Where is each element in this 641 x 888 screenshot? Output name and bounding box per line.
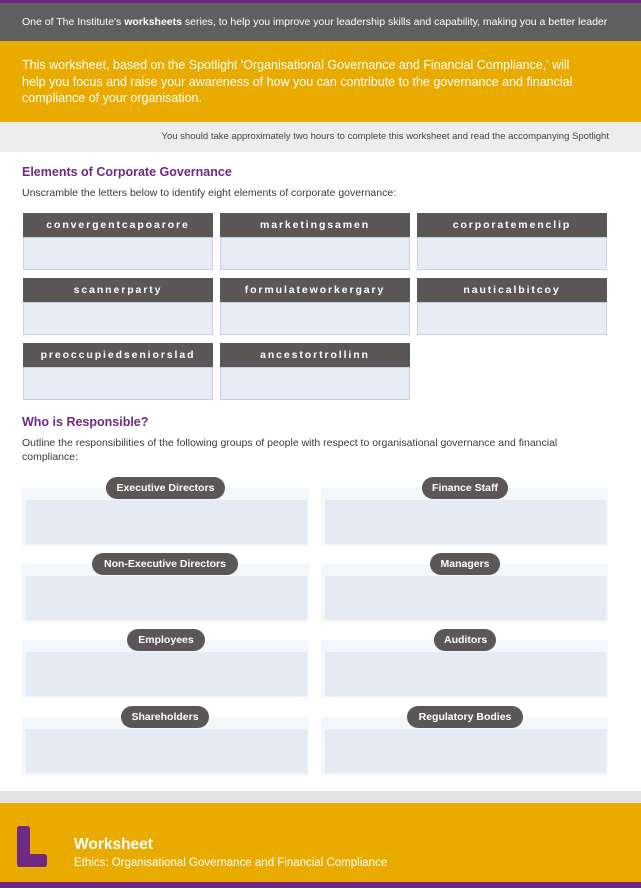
response-area[interactable] bbox=[26, 652, 307, 696]
response-area[interactable] bbox=[26, 500, 307, 544]
bottom-accent-stripe bbox=[0, 882, 641, 888]
answer-box[interactable] bbox=[23, 367, 213, 400]
scrambled-word: corporatemenclip bbox=[417, 213, 607, 237]
group-label: Regulatory Bodies bbox=[407, 706, 523, 728]
series-text-bold: worksheets bbox=[124, 16, 182, 28]
response-area[interactable] bbox=[325, 576, 606, 620]
series-text-pre: One of The Institute's bbox=[22, 16, 125, 28]
time-note: You should take approximately two hours to complete this worksheet and read the accompanying Spotlight bbox=[161, 131, 609, 142]
answer-box[interactable] bbox=[220, 302, 410, 335]
series-text-post: series, to help you improve your leadership skills and capability, making you a better leader bbox=[181, 16, 608, 28]
answer-box[interactable] bbox=[417, 237, 607, 270]
footer-banner bbox=[0, 803, 641, 888]
scrambled-word: preoccupiedseniorslad bbox=[23, 343, 213, 367]
time-note-bar bbox=[0, 122, 641, 152]
footer-subtitle: Ethics: Organisational Governance and Financial Compliance bbox=[74, 857, 388, 869]
group-label: Managers bbox=[430, 553, 500, 575]
series-banner bbox=[0, 3, 641, 41]
footer-title: Worksheet bbox=[74, 836, 153, 853]
scrambled-word: ancestortrollinn bbox=[220, 343, 410, 367]
group-label: Non-Executive Directors bbox=[92, 553, 238, 575]
response-area[interactable] bbox=[325, 729, 606, 773]
response-area[interactable] bbox=[325, 500, 606, 544]
scrambled-word: formulateworkergary bbox=[220, 278, 410, 302]
group-label: Executive Directors bbox=[106, 477, 225, 499]
scrambled-word: marketingsamen bbox=[220, 213, 410, 237]
intro-banner bbox=[0, 41, 641, 122]
response-area[interactable] bbox=[26, 576, 307, 620]
section-instruction-elements: Unscramble the letters below to identify eight elements of corporate governance: bbox=[22, 187, 397, 199]
footer-separator bbox=[0, 791, 641, 803]
group-label: Finance Staff bbox=[422, 477, 508, 499]
scrambled-word: convergentcapoarore bbox=[23, 213, 213, 237]
section-title-responsible: Who is Responsible? bbox=[22, 415, 149, 429]
group-label: Employees bbox=[127, 629, 205, 651]
institute-logo-icon bbox=[15, 825, 49, 869]
scrambled-word: nauticalbitcoy bbox=[417, 278, 607, 302]
answer-box[interactable] bbox=[23, 237, 213, 270]
answer-box[interactable] bbox=[220, 237, 410, 270]
scrambled-word: scannerparty bbox=[23, 278, 213, 302]
group-label: Shareholders bbox=[121, 706, 209, 728]
answer-box[interactable] bbox=[417, 302, 607, 335]
response-area[interactable] bbox=[26, 729, 307, 773]
answer-box[interactable] bbox=[220, 367, 410, 400]
section-title-elements: Elements of Corporate Governance bbox=[22, 165, 232, 179]
group-label: Auditors bbox=[434, 629, 496, 651]
section-instruction-responsible: Outline the responsibilities of the following groups of people with respect to organisational governance and financial compliance: bbox=[22, 437, 558, 463]
answer-box[interactable] bbox=[23, 302, 213, 335]
response-area[interactable] bbox=[325, 652, 606, 696]
intro-text: This worksheet, based on the Spotlight 'Organisational Governance and Financial Compliance,' will help you focus and raise your awareness of how you can contribute to the governance and financial compliance of your organisation. bbox=[22, 58, 573, 105]
